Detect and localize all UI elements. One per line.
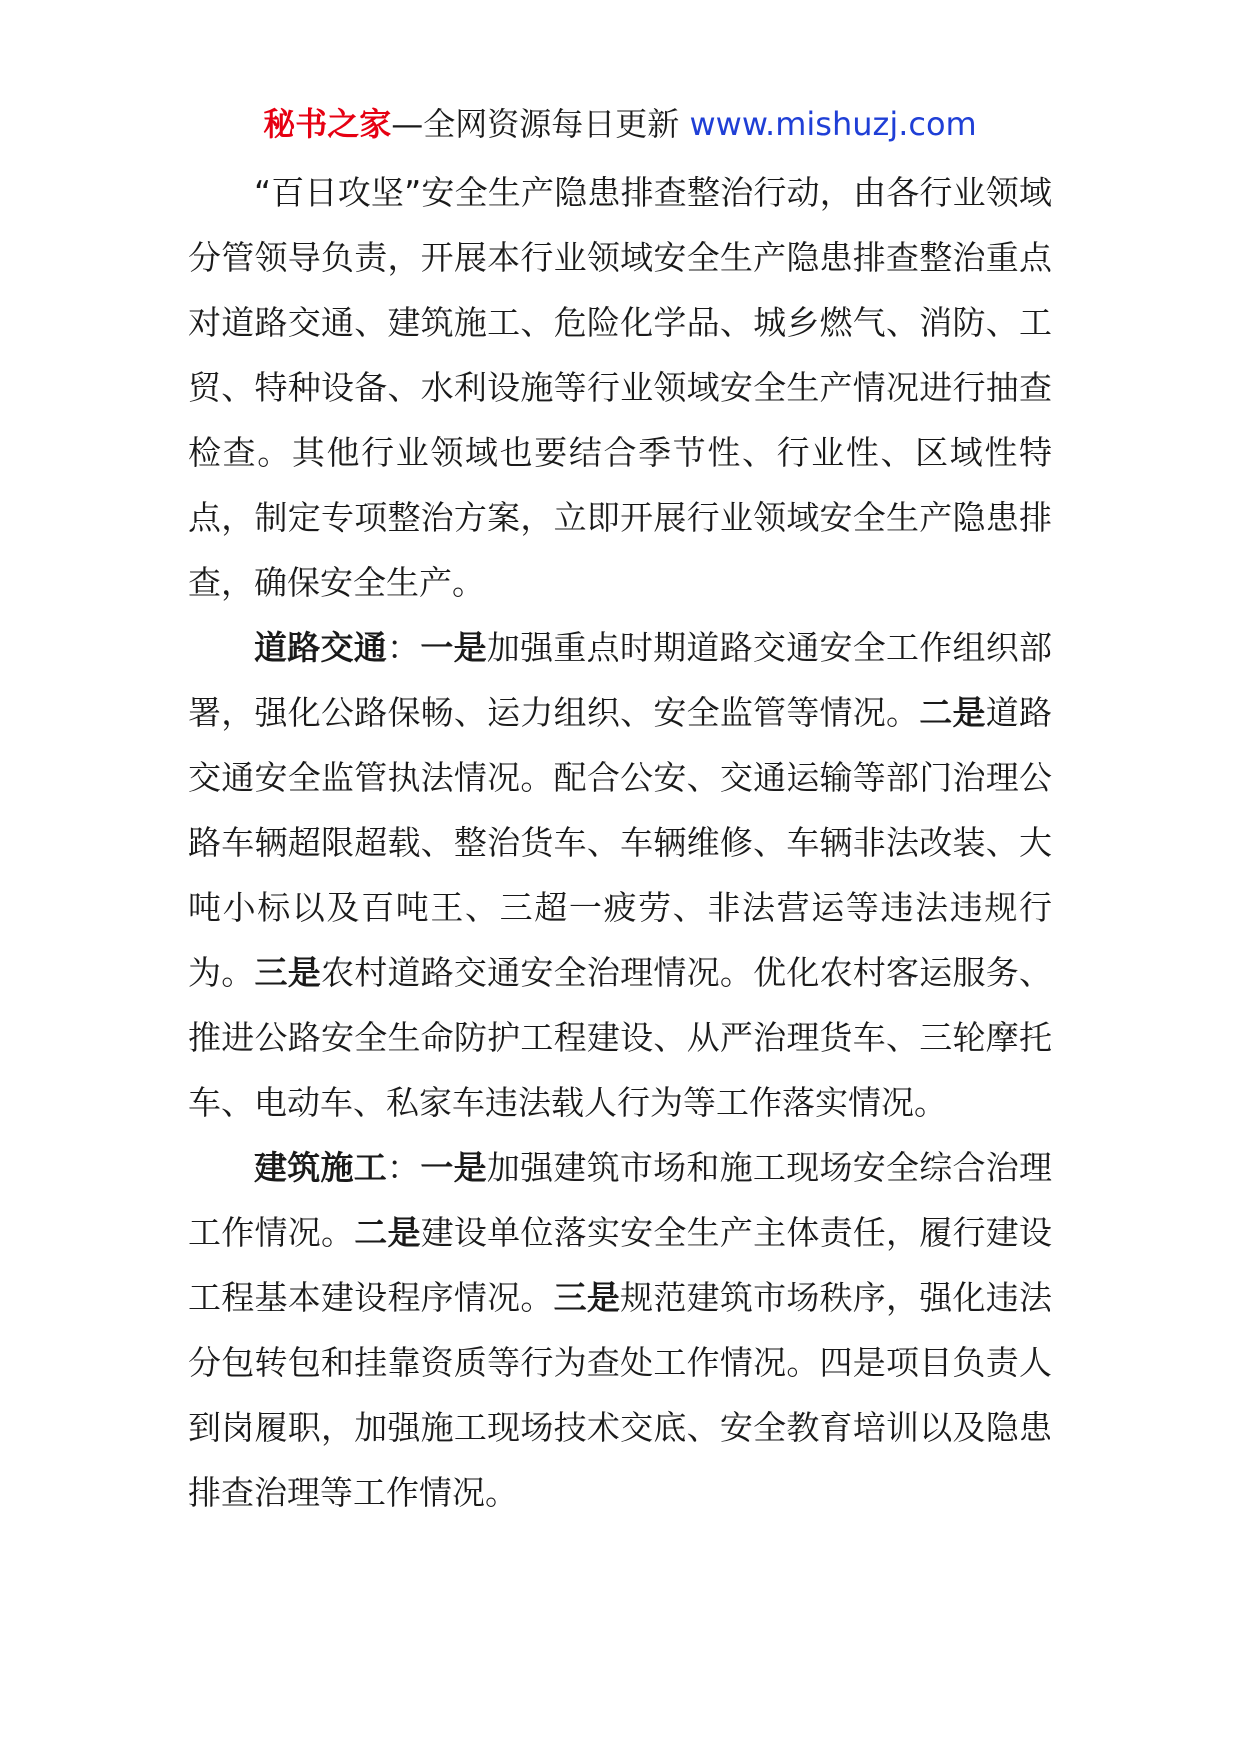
item-label-2: 二是 <box>919 693 986 732</box>
section-heading-road-traffic: 道路交通 <box>254 628 388 667</box>
page-header <box>0 100 1240 148</box>
heading-colon: ： <box>387 628 421 667</box>
header-slogan: —全网资源每日更新 <box>391 105 690 143</box>
header-brand: 秘书之家 <box>263 105 392 143</box>
paragraph-intro-text: “百日攻坚”安全生产隐患排查整治行动，由各行业领域分管领导负责，开展本行业领域安全生产隐患排查整治重点对道路交通、建筑施工、危险化学品、城乡燃气、消防、工贸、特种设备、水利设施等行业领域安全生产情况进行抽查检查。其他行业领域也要结合季节性、行业性、区域性特点，制定专项整治方案，立即开展行业领域安全生产隐患排查，确保安全生产。 <box>188 173 1052 602</box>
item-text-3: 规范建筑市场秩序，强化违法分包转包和挂靠资质等行为查处工作情况。四是项目负责人到岗履职，加强施工现场技术交底、安全教育培训以及隐患排查治理等工作情况。 <box>188 1278 1053 1512</box>
heading-colon: ： <box>387 1148 421 1187</box>
paragraph-intro <box>188 160 1052 615</box>
item-text-2: 道路交通安全监管执法情况。配合公安、交通运输等部门治理公路车辆超限超载、整治货车、车辆维修、车辆非法改装、大吨小标以及百吨王、三超一疲劳、非法营运等违法违规行为。 <box>188 693 1053 992</box>
item-text-2: 建设单位落实安全生产主体责任，履行建设工程基本建设程序情况。 <box>188 1213 1053 1317</box>
item-label-2: 二是 <box>354 1213 421 1252</box>
document-body <box>188 160 1052 1525</box>
paragraph-road-traffic <box>188 615 1052 1135</box>
section-heading-construction: 建筑施工 <box>254 1148 388 1187</box>
header-url-link[interactable]: www.mishuzj.com <box>689 105 977 143</box>
item-text-3: 农村道路交通安全治理情况。优化农村客运服务、推进公路安全生命防护工程建设、从严治理货车、三轮摩托车、电动车、私家车违法载人行为等工作落实情况。 <box>188 953 1053 1122</box>
item-label-1: 一是 <box>420 1148 487 1187</box>
item-label-1: 一是 <box>420 628 487 667</box>
paragraph-construction <box>188 1135 1052 1525</box>
item-label-3: 三是 <box>553 1278 621 1317</box>
item-text-1: 加强建筑市场和施工现场安全综合治理工作情况。 <box>188 1148 1053 1252</box>
item-label-3: 三是 <box>254 953 321 992</box>
item-text-1: 加强重点时期道路交通安全工作组织部署，强化公路保畅、运力组织、安全监管等情况。 <box>188 628 1053 732</box>
